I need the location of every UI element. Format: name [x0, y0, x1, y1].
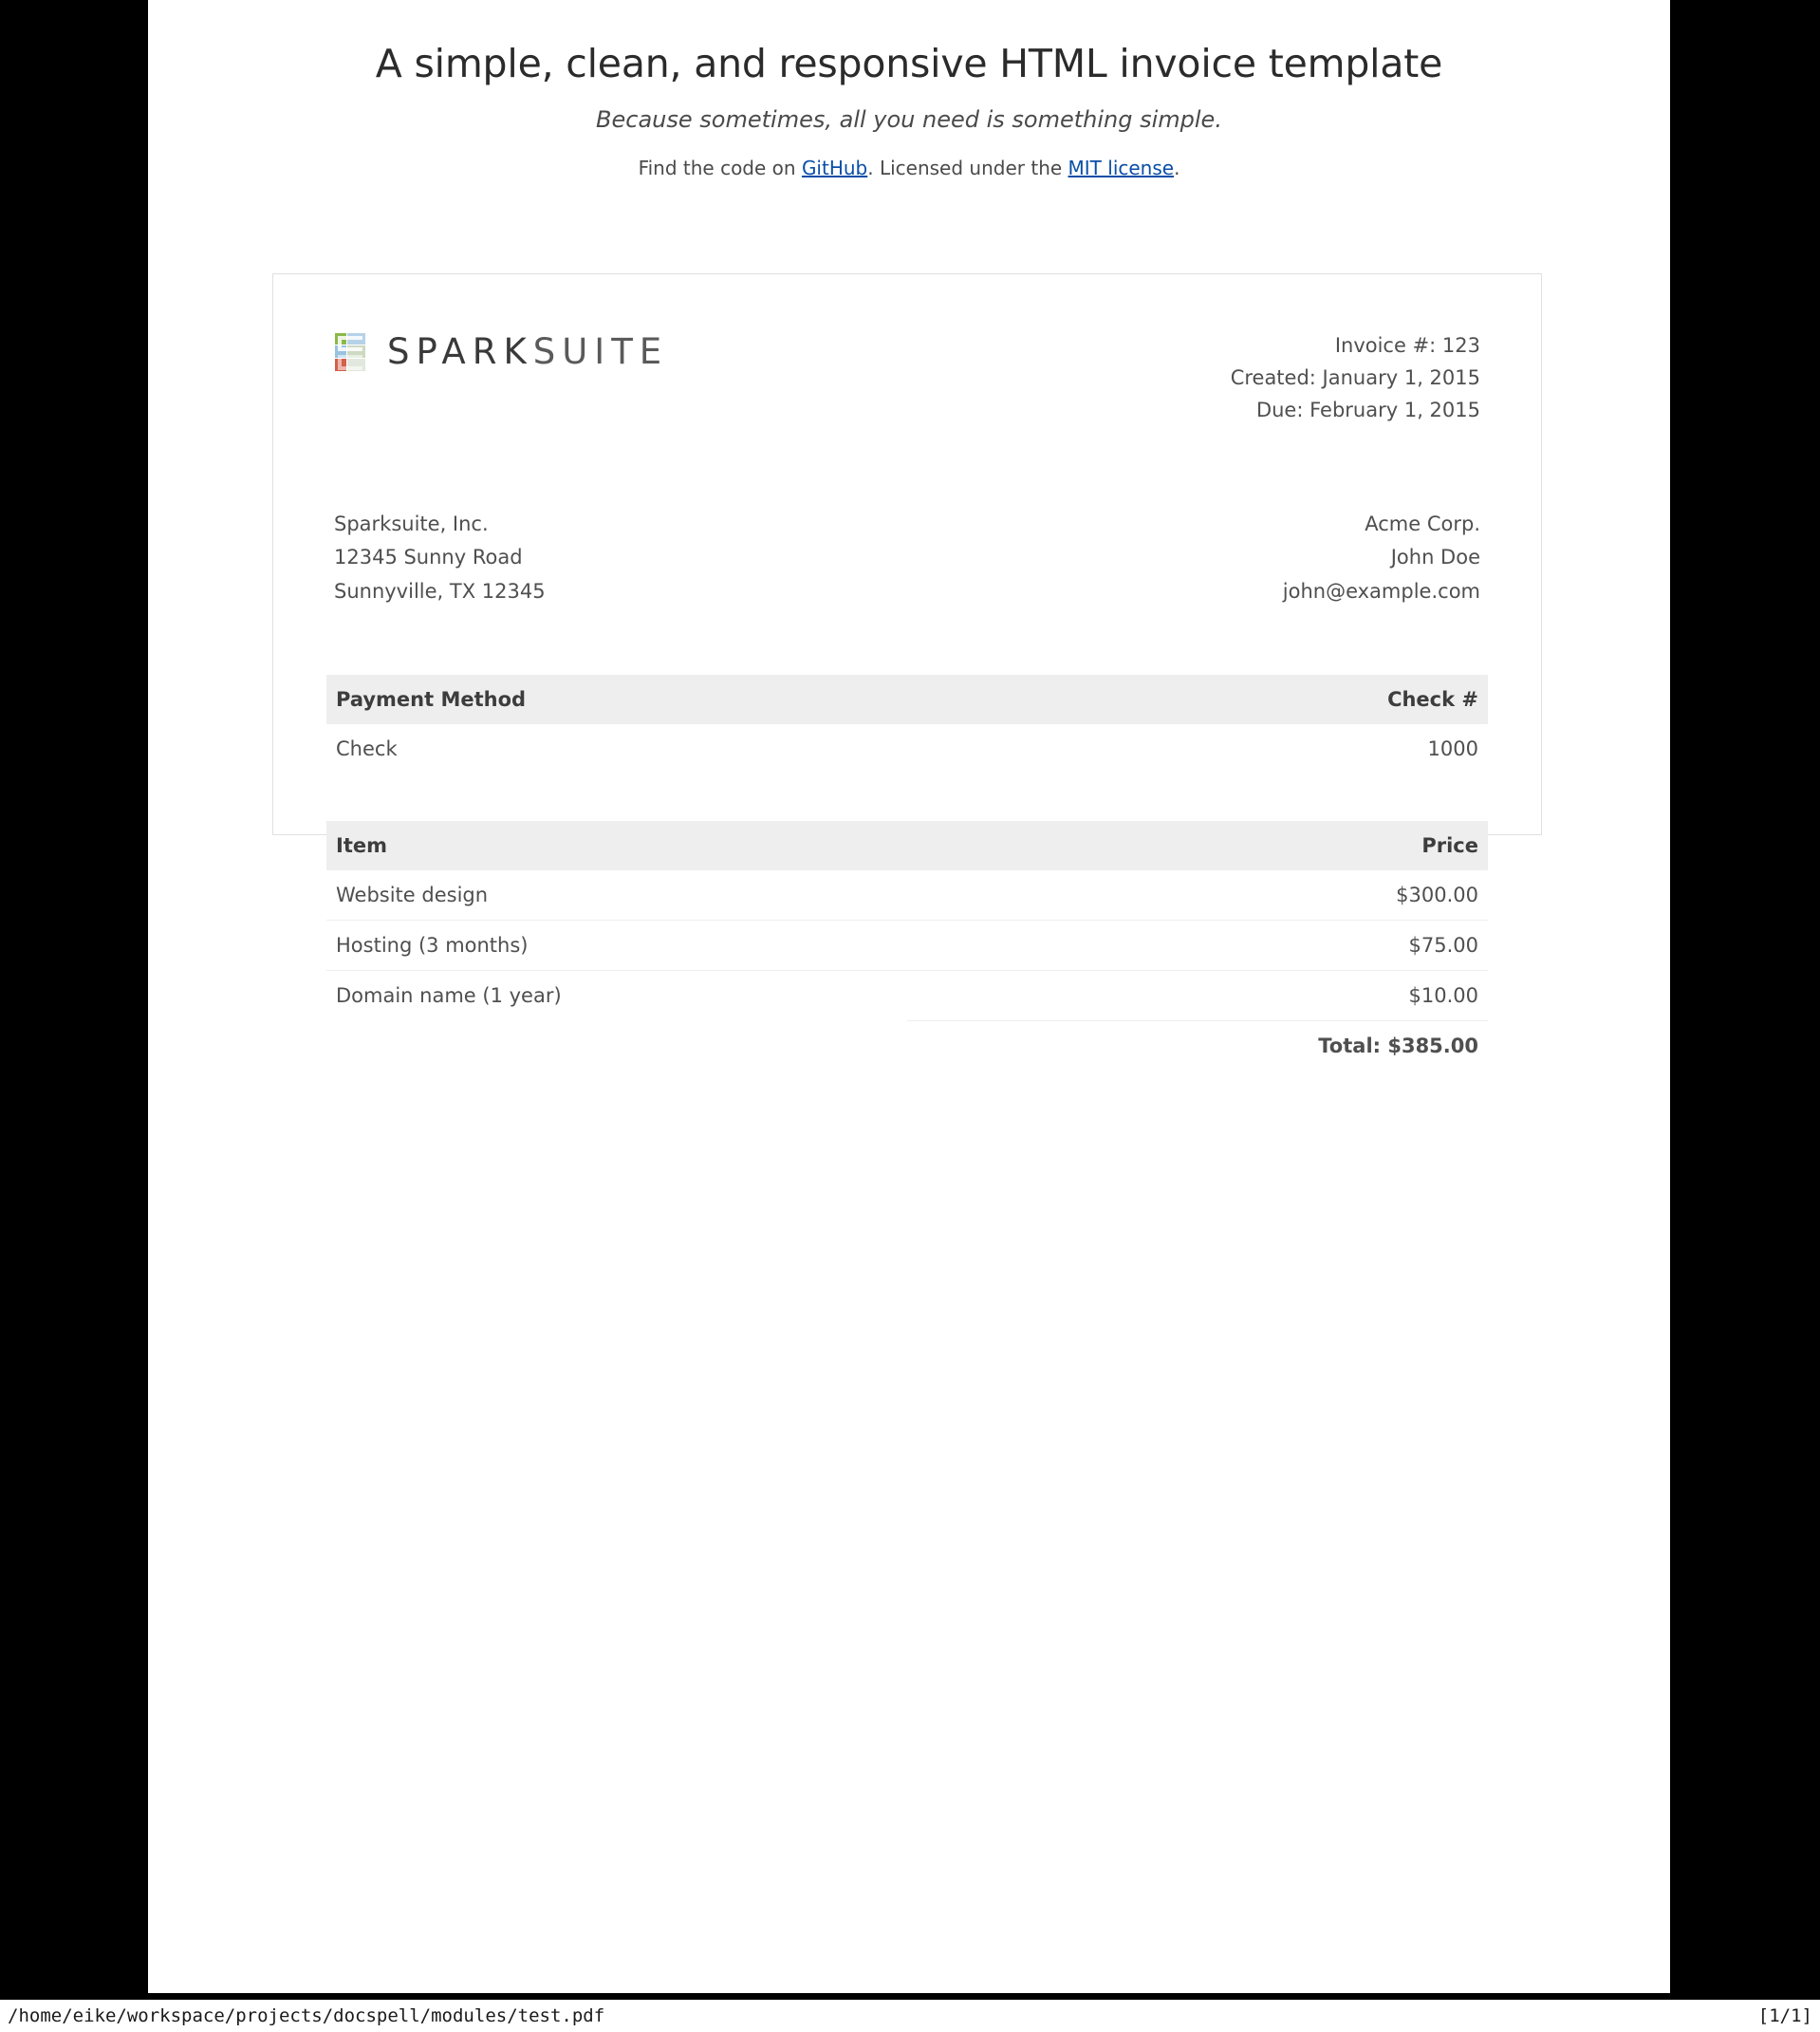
invoice-created-date: Created: January 1, 2015 [1230, 366, 1480, 390]
sparksuite-logo-icon [334, 332, 366, 372]
address-row [326, 508, 1488, 608]
viewer-statusbar [0, 2000, 1820, 2032]
file-path: /home/eike/workspace/projects/docspell/modules/test.pdf [8, 2005, 605, 2026]
sender-address [334, 508, 546, 608]
pdf-page [148, 0, 1670, 1993]
sender-company: Sparksuite, Inc. [334, 513, 489, 536]
page-title: A simple, clean, and responsive HTML invoice template [375, 41, 1443, 86]
github-link[interactable]: GitHub [801, 157, 868, 180]
table-row [326, 870, 1488, 921]
invoice-meta [1231, 316, 1488, 426]
payment-header-row [326, 675, 1488, 724]
item-name: Domain name (1 year) [336, 984, 562, 1008]
invoice-due-date: Due: February 1, 2015 [1255, 399, 1480, 422]
page-subtitle: Because sometimes, all you need is something simple. [596, 106, 1222, 134]
total-blank-cell [326, 1020, 907, 1071]
recipient-email: john@example.com [1282, 579, 1480, 603]
invoice-content [273, 274, 1541, 1071]
table-row [326, 970, 1488, 1020]
table-spacer [326, 774, 1488, 821]
price-header: Price [907, 821, 1488, 870]
payment-row [326, 724, 1488, 774]
sender-street: 12345 Sunny Road [334, 546, 523, 569]
logo-wordmark-bold: SPARK [387, 331, 533, 372]
mit-license-link[interactable]: MIT license [1068, 157, 1175, 180]
invoice-top-row [326, 316, 1488, 426]
invoice-box [272, 273, 1542, 1057]
logo-wordmark [387, 331, 668, 372]
item-header: Item [326, 821, 907, 870]
recipient-address [1283, 508, 1480, 608]
item-price: $10.00 [1408, 983, 1478, 1007]
recipient-company: Acme Corp. [1365, 513, 1480, 536]
credit-middle: . Licensed under the [867, 157, 1068, 180]
payment-method-value: Check [336, 736, 398, 760]
check-number-value: 1000 [1427, 736, 1478, 760]
page-indicator: [1/1] [1757, 2005, 1812, 2026]
invoice-table [326, 675, 1488, 1071]
table-row [326, 920, 1488, 970]
items-header-row [326, 821, 1488, 870]
logo-wordmark-light: SUITE [532, 331, 669, 372]
item-name: Website design [326, 870, 907, 921]
invoice-number: Invoice #: 123 [1334, 334, 1480, 357]
item-price: $75.00 [907, 920, 1488, 970]
company-logo [326, 316, 668, 372]
check-number-header: Check # [907, 675, 1488, 724]
recipient-contact: John Doe [1390, 546, 1480, 569]
payment-method-header: Payment Method [326, 675, 907, 724]
credit-line [148, 156, 1670, 180]
invoice-total-row [326, 1020, 1488, 1071]
sender-city: Sunnyville, TX 12345 [334, 579, 546, 603]
credit-suffix: . [1174, 157, 1180, 180]
document-header [148, 0, 1670, 180]
item-name: Hosting (3 months) [326, 920, 907, 970]
item-price: $300.00 [907, 870, 1488, 921]
credit-prefix: Find the code on [638, 157, 802, 180]
invoice-total: Total: $385.00 [907, 1020, 1488, 1071]
